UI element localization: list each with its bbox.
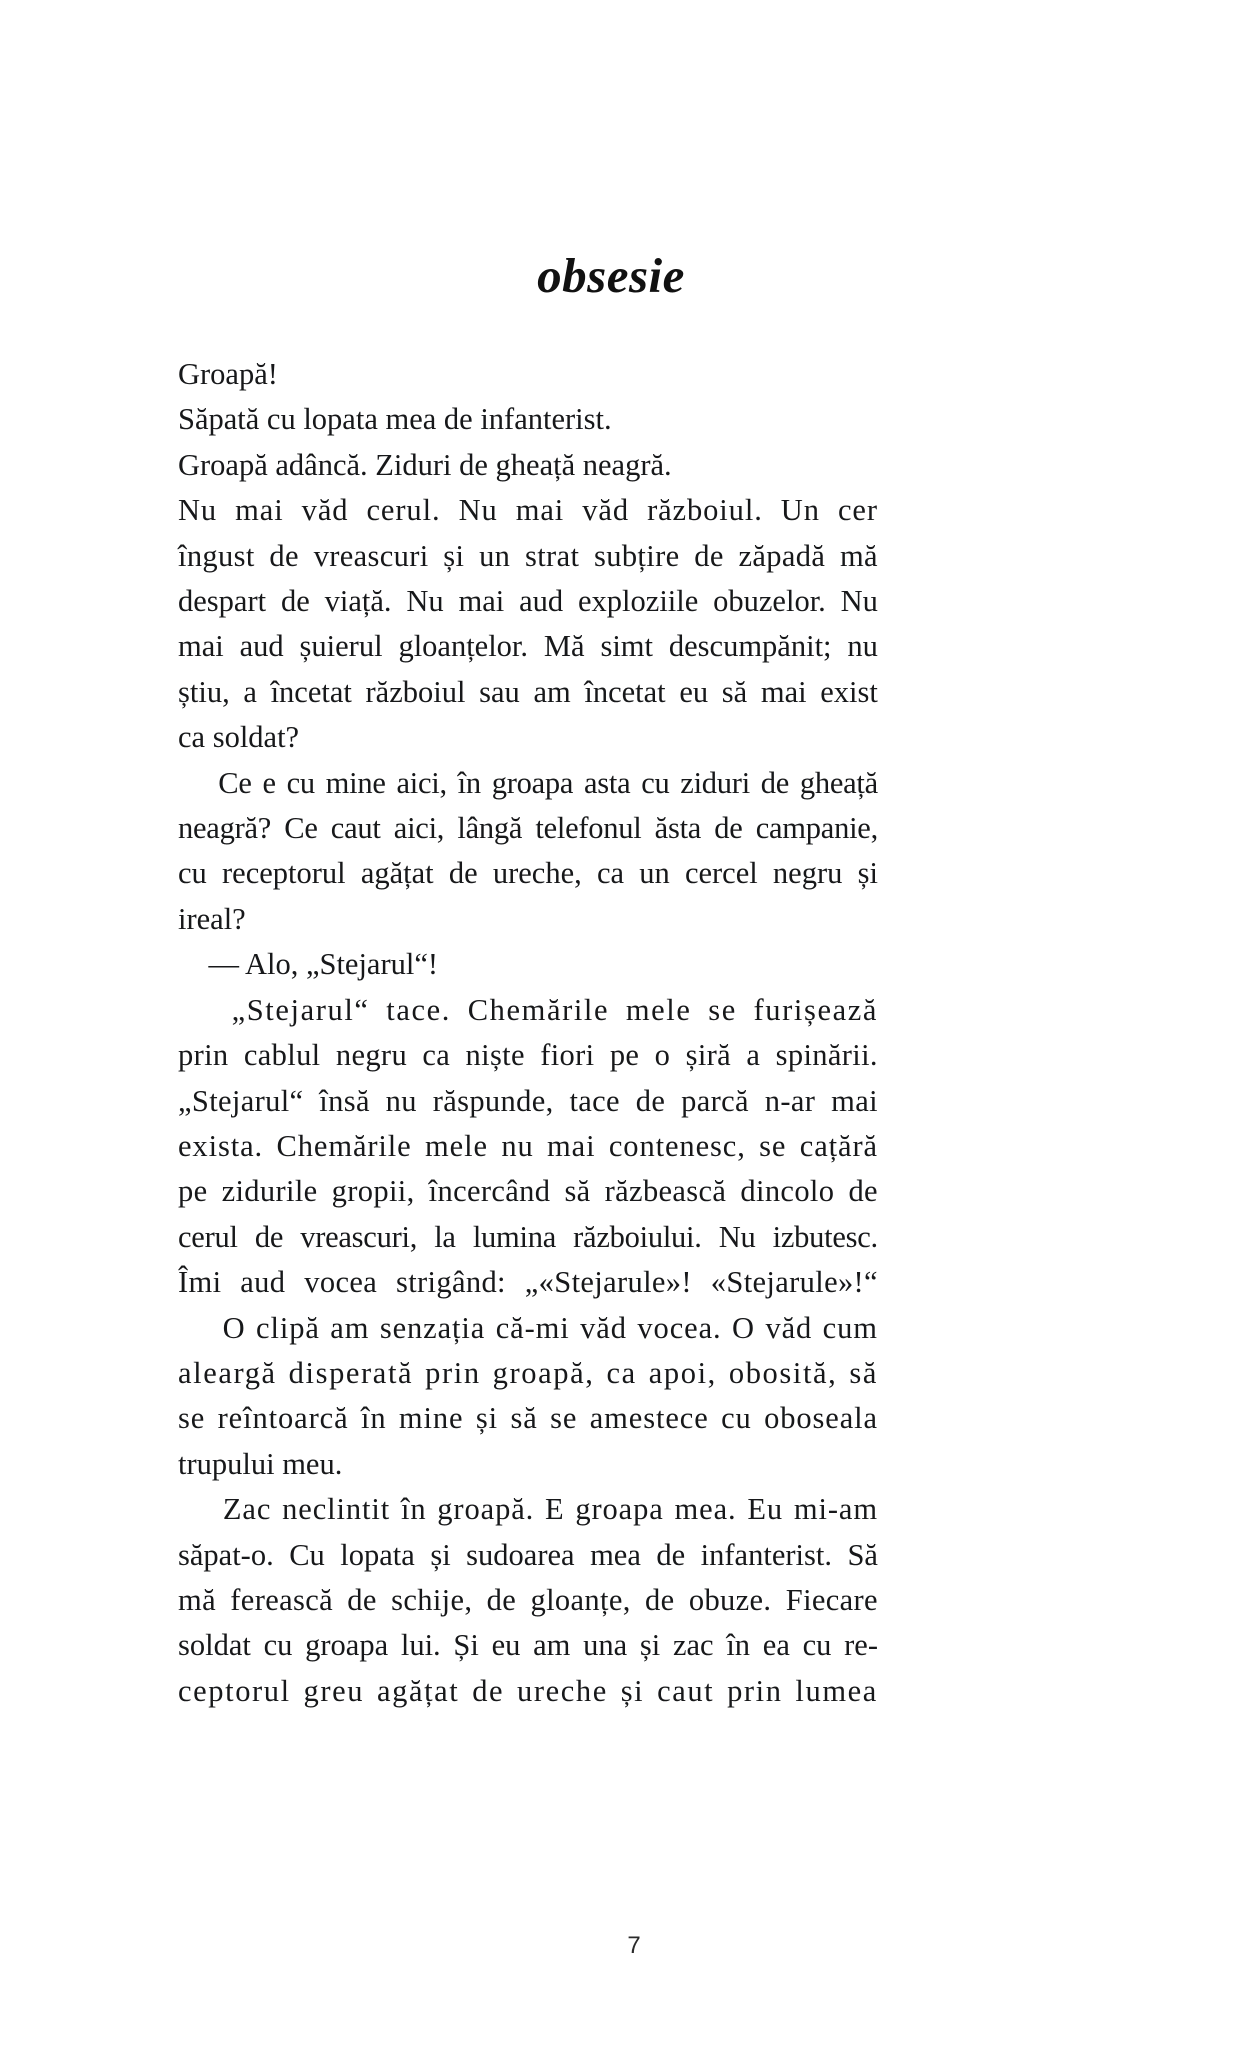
word: de [269,538,299,573]
word: spinării. [775,1038,878,1073]
word: războiul [365,674,466,709]
word: niște [465,1038,525,1073]
word: mai [178,629,224,664]
word: de [472,1673,505,1708]
word: Și [453,1628,479,1663]
word: groapa [305,1628,389,1663]
word: campanie, [755,811,878,846]
word: simt [600,629,654,664]
word: Fiecare [785,1582,878,1617]
word: „Stejarul“ [178,1083,304,1118]
word: se [178,1401,206,1436]
word: încetat [584,674,666,709]
text-line: Groapă adâncă. Ziduri de gheață neagră. [178,447,672,482]
word: strigând: [396,1265,506,1300]
word: groapă, [492,1355,595,1390]
word: cercel [684,856,758,891]
word: de [656,1537,686,1572]
word: și [475,1401,499,1436]
word: Cu [289,1537,325,1572]
word: «Stejarule»!“ [710,1265,878,1300]
word: groapă. [437,1492,535,1527]
word: lui. [400,1628,441,1663]
word: lumea [795,1673,878,1708]
text-line [178,1669,878,1714]
word: caut [330,811,381,846]
word: încercând [428,1174,551,1209]
word: exist [820,674,878,709]
word: prin [178,1038,229,1073]
word: zac [672,1628,714,1663]
word: gloanțelor. [398,629,529,664]
word: cu [263,1628,293,1663]
word: că-mi [495,1310,570,1345]
word: amestece [589,1401,709,1436]
word: ziduri [680,765,750,800]
word: O [732,1310,755,1345]
word: șiră [685,1038,732,1073]
word: ca [606,1355,637,1390]
word: lopata [340,1537,415,1572]
word: aici, [396,765,447,800]
word: cablul [243,1038,321,1073]
paragraph-indent [178,761,208,806]
word: Nu [840,584,878,619]
word: eu [679,674,709,709]
word: de [486,1582,517,1617]
page-number: 7 [627,1932,641,1959]
text-line [178,1623,878,1668]
text-line: — Alo, „Stejarul“! [178,947,439,982]
paragraph-indent [178,988,215,1033]
word: nu [385,1083,417,1118]
word: a [746,1038,761,1073]
word: ureche [517,1673,608,1708]
word: Îmi [178,1265,222,1300]
word: viață. [324,584,392,619]
word: cu [286,765,315,800]
text-line: Săpată cu lopata mea de infanterist. [178,402,612,437]
word: o [654,1038,671,1073]
word: Chemările [276,1128,412,1163]
word: Un [780,493,820,528]
word: neagră? [178,811,272,846]
word: exista. [178,1128,264,1163]
word: descumpănit; [668,629,832,664]
text-line [178,1533,878,1578]
word: clipă [256,1310,320,1345]
word: mai [515,493,565,528]
word: apoi, [648,1355,717,1390]
word: îngust [178,538,255,573]
word: mai [235,493,284,528]
word: războiul. [647,493,763,528]
word: „«Stejarule»! [524,1265,692,1300]
word: ca [596,856,625,891]
word: văd [765,1310,813,1345]
word: în [726,1628,751,1663]
word: de [848,1174,878,1209]
word: cerul [178,1219,238,1254]
word: vreascuri, [300,1219,418,1254]
word: E [545,1492,565,1527]
word: mă [178,1582,216,1617]
word: mai [831,1083,878,1118]
word: pe [178,1174,208,1209]
word: ureche, [492,856,582,891]
word: vocea [304,1265,378,1300]
word: nu [501,1128,534,1163]
word: șuierul [299,629,383,664]
word: în [457,765,481,800]
word: și [620,1673,645,1708]
word: și [639,1628,661,1663]
word: un [639,856,670,891]
word: ca [422,1038,451,1073]
chapter-title [0,247,1252,303]
word: tace. [386,992,451,1027]
word: un [479,538,511,573]
word: de [694,538,724,573]
word: răzbească [604,1174,727,1209]
word: săpat-o. [178,1537,274,1572]
text-line: ca soldat? [178,720,300,755]
word: neclintit [282,1492,391,1527]
word: asta [583,765,631,800]
word: și [430,1537,451,1572]
word: văd [301,493,349,528]
word: de [760,765,790,800]
word: să [510,1401,538,1436]
word: Nu [458,493,498,528]
word: Să [847,1537,878,1572]
word: sau [479,674,520,709]
word: în [360,1401,387,1436]
word: răspunde, [432,1083,554,1118]
word: reîntoarcă [217,1401,349,1436]
word: aud [240,1265,286,1300]
word: cu [178,856,207,891]
word: cer [837,493,878,528]
word: vocea. [637,1310,722,1345]
word: în [400,1492,427,1527]
word: fiori [540,1038,595,1073]
word: vreascuri [313,538,429,573]
word: Eu [747,1492,784,1527]
word: mea [590,1537,641,1572]
word: pe [609,1038,640,1073]
word: cerul. [366,493,441,528]
word: mea. [674,1492,737,1527]
word: mine [325,765,386,800]
word: obuze. [688,1582,772,1617]
word: ea [762,1628,790,1663]
word: am [533,1628,571,1663]
word: ferească [230,1582,333,1617]
word: groapa [491,765,574,800]
text-line [178,1396,878,1441]
word: eu [491,1628,521,1663]
word: de [448,856,478,891]
word: greu [303,1673,365,1708]
text-line [178,1169,878,1214]
word: zidurile [221,1174,318,1209]
word: mai [547,1128,596,1163]
text-line [178,1306,878,1351]
word: am [533,674,571,709]
text-line [178,1487,878,1532]
word: obuzelor. [713,584,826,619]
word: însă [319,1083,370,1118]
word: prin [727,1673,783,1708]
word: cu [641,765,670,800]
word: Nu [178,493,218,528]
word: să [721,674,748,709]
word: cum [822,1310,878,1345]
word: nu [847,629,878,664]
text-line [178,670,878,715]
word: tace [569,1083,620,1118]
text-line: ireal? [178,901,246,936]
text-line [178,1351,878,1396]
text-line [178,1260,878,1305]
text-line: Groapă! [178,357,278,391]
text-line [178,1578,878,1623]
word: și [443,538,465,573]
word: schije, [391,1582,473,1617]
paragraph-indent [178,1487,212,1532]
word: Nu [406,584,444,619]
word: știu, [178,674,230,709]
word: caut [657,1673,715,1708]
word: se [550,1401,578,1436]
word: mele [425,1128,488,1163]
word: a [243,674,257,709]
word: războiului. [573,1219,702,1254]
text-line [178,988,878,1033]
word: despart [178,584,267,619]
paragraph-indent [178,1306,212,1351]
word: n-ar [764,1083,816,1118]
text-line [178,1215,878,1260]
word: telefonul [535,811,642,846]
word: agățat [376,1673,460,1708]
word: de [635,1083,666,1118]
word: de [645,1582,675,1617]
body-text-block [178,352,878,1714]
word: Nu [718,1219,756,1254]
word: Chemările [467,992,610,1027]
word: aleargă [178,1355,277,1390]
word: disperată [288,1355,414,1390]
text-line [178,851,878,896]
text-line [178,806,878,851]
word: gheață [799,765,878,800]
word: încetat [270,674,352,709]
word: cațără [799,1128,878,1163]
text-line [178,1079,878,1124]
word: exploziile [578,584,699,619]
word: Ce [284,811,318,846]
word: groapa [575,1492,664,1527]
word: agățat [360,856,434,891]
text-line [178,1033,878,1078]
word: văd [580,1310,627,1345]
word: am [330,1310,370,1345]
word: gloanțe, [530,1582,631,1617]
word: mi-am [793,1492,878,1527]
word: re- [844,1628,878,1663]
word: se [708,992,737,1027]
word: ceptorul [178,1673,291,1708]
word: Zac [222,1492,272,1527]
word: aud [239,629,284,664]
word: se [759,1128,787,1163]
word: soldat [178,1628,251,1663]
word: gropii, [331,1174,415,1209]
word: mele [625,992,692,1027]
word: negru [772,856,843,891]
word: furișează [753,992,878,1027]
word: cu [802,1628,832,1663]
word: văd [582,493,629,528]
text-line [178,624,878,669]
word: cu [721,1401,752,1436]
word: de [714,811,743,846]
word: oboseala [764,1401,878,1436]
word: „Stejarul“ [231,992,370,1027]
word: mai [760,674,807,709]
chapter-title-text: obsesie [537,247,685,303]
word: să [564,1174,591,1209]
word: e [262,765,276,800]
word: izbutesc. [772,1219,878,1254]
word: prin [425,1355,481,1390]
word: zăpadă [738,538,826,573]
word: de [347,1582,377,1617]
word: aud [519,584,564,619]
word: la [434,1219,456,1254]
word: una [583,1628,628,1663]
word: strat [525,538,580,573]
word: aici, [393,811,445,846]
word: mă [839,538,878,573]
word: lângă [457,811,523,846]
word: și [857,856,878,891]
word: de [280,584,310,619]
word: lumina [472,1219,557,1254]
word: dincolo [740,1174,835,1209]
text-line [178,1124,878,1169]
word: mine [398,1401,464,1436]
text-line: trupului meu. [178,1446,343,1481]
word: negru [335,1038,408,1073]
word: de [254,1219,284,1254]
word: contenesc, [608,1128,746,1163]
word: sudoarea [466,1537,575,1572]
text-line [178,534,878,579]
word: O [222,1310,246,1345]
word: infanterist. [700,1537,832,1572]
word: Ce [218,765,252,800]
word: Mă [543,629,585,664]
word: receptorul [222,856,346,891]
text-line [178,579,878,624]
text-line [178,761,878,806]
word: parcă [681,1083,749,1118]
word: obosită, [728,1355,838,1390]
word: mai [458,584,505,619]
word: să [849,1355,878,1390]
word: ăsta [654,811,702,846]
text-line [178,488,878,533]
word: senzația [379,1310,486,1345]
word: subțire [594,538,680,573]
